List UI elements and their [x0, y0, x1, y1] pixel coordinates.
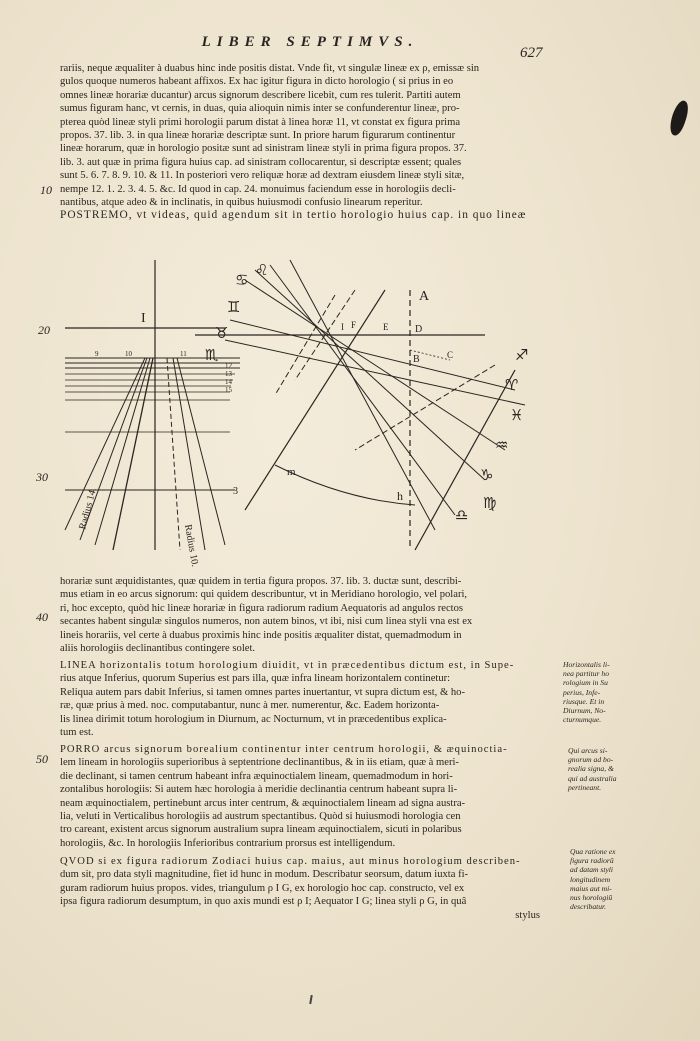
- text-line: rius atque Inferius, quorum Superius est pars illa, quæ infra lineam horizontalem continetur:: [60, 673, 451, 685]
- margin-number-20: 20: [38, 323, 50, 337]
- label-a: A: [419, 289, 430, 304]
- ray-line: [65, 358, 145, 530]
- label-15: 15: [225, 386, 232, 394]
- hour-ray: [225, 340, 525, 405]
- label-10: 10: [125, 350, 132, 358]
- marginal-line: ad datam styli: [570, 865, 614, 875]
- text-line: ræ, quæ prius à med. noc. computabantur, nunc à mer. numerentur, &c. Eadem horizonta-: [60, 700, 440, 712]
- label-14: 14: [225, 378, 232, 386]
- label-f: F: [351, 320, 357, 330]
- text-line: tum est.: [60, 726, 94, 738]
- text-line: zontalibus horologiis: Si autem hæc horologia à meridie declinantia centrum habeant supra li-: [60, 784, 458, 796]
- text-line: tro careant, existent arcus signorum australium supra lineam æquinoctialem, sicuti in polaribus: [60, 824, 462, 836]
- marginal-note-arcus: [568, 746, 668, 792]
- diagonal-line: [245, 290, 385, 510]
- zodiac-curve: [275, 465, 415, 505]
- figure-right-diagram: [195, 260, 525, 550]
- label-m: m: [287, 466, 296, 478]
- text-line: lineæ horarum, quæ in horologio positæ sunt ad sinistram lineæ styli in prima figura propos. 37.: [60, 143, 467, 155]
- marginal-line: Qui arcus si-: [568, 746, 608, 755]
- marginal-line: maius aut mi-: [570, 883, 612, 893]
- zodiac-sign: ♈: [505, 376, 519, 394]
- text-line: PORRO arcus signorum borealium continentur inter centrum horologii, & æquinoctia-: [60, 744, 508, 755]
- label-radius-14: Radius 14.: [77, 486, 99, 531]
- zodiac-sign: ♎: [455, 506, 469, 524]
- label-11: 11: [180, 350, 187, 358]
- stray-mark: [309, 995, 313, 1004]
- text-line: lis linea dirimit totum horologium in Diurnum, ac Nocturnum, vt in præcedentibus explica-: [60, 713, 447, 725]
- marginal-line: pertineant.: [568, 782, 602, 792]
- text-line: dum sit, pro data styli magnitudine, fiet id hunc in modum. Describatur seorsum, datum iuxta fi-: [60, 869, 469, 881]
- label-e: E: [383, 322, 389, 332]
- text-line: horologiis, &c. In horologiis Inferioribus contrarium prorsus est intelligendum.: [60, 837, 396, 849]
- marginal-line: Qua ratione ex: [570, 847, 616, 856]
- text-line: guram radiorum huius propos. vides, triangulum ρ I G, ex horologio hoc cap. constructo, vel ex: [60, 882, 465, 894]
- dashed-ray: [275, 295, 335, 395]
- zodiac-sign: ♉: [215, 324, 229, 342]
- marginal-line: Diurnum, No-: [563, 706, 606, 716]
- text-line: QVOD si ex figura radiorum Zodiaci huius cap. maius, aut minus horologium describen-: [60, 856, 521, 867]
- label-9: 9: [95, 350, 99, 358]
- zodiac-sign: ♓: [510, 406, 524, 424]
- marginal-line: figura radiorũ: [570, 856, 614, 866]
- marginal-line: describatur.: [570, 902, 607, 912]
- marginal-line: Horizontalis li-: [563, 660, 610, 669]
- label-i-right: I: [341, 322, 344, 332]
- text-line: pterea quòd lineæ styli primi horologii parum distat à linea horæ 11, vt constat ex figura prima: [60, 116, 461, 128]
- label-13: 13: [225, 370, 232, 378]
- text-line: horariæ sunt æquidistantes, quæ quidem in tertia figura propos. 37. lib. 3. ductæ sunt, describi-: [60, 576, 462, 587]
- marginal-note-ratione: [570, 847, 670, 911]
- text-line: LINEA horizontalis totum horologium diuidit, vt in præcedentibus dictum est, in Supe-: [60, 660, 515, 671]
- marginal-line: cturnumque.: [563, 715, 602, 725]
- marginal-line: longitudinem: [570, 874, 611, 884]
- text-line: rariis, neque æqualiter à duabus hinc inde positis distat. Vnde fit, vt singulæ lineæ ex ρ, emissæ sin: [60, 63, 480, 74]
- text-line: secantes habent singulæ singulos numeros, non autem binos, vt ibi, nisi cum linea styli vna est ex: [60, 616, 473, 628]
- zodiac-sign: ♋: [235, 271, 249, 289]
- text-line: mus etiam in eo arcus signorum: qui quidem describuntur, vt in Meridiano horologio, vel polari,: [60, 589, 468, 601]
- hour-ray: [230, 320, 515, 390]
- paragraph-porro: [60, 743, 550, 850]
- hour-ray: [290, 260, 435, 530]
- paragraph-quod: [60, 855, 550, 922]
- label-d: D: [415, 324, 423, 335]
- margin-number-10: 10: [40, 183, 52, 197]
- text-line: lib. 3. aut quæ in prima figura huius cap. ad sinistram collocarentur, si descriptæ essent; quales: [60, 156, 462, 168]
- text-line: aliis horologiis declinantibus contingere solet.: [60, 642, 256, 654]
- zodiac-sign: ♑: [480, 466, 494, 484]
- marginal-line: realia signa, &: [568, 764, 614, 774]
- marginal-line: nea partitur ho: [563, 669, 609, 679]
- text-line: neam æquinoctialem, pertinebunt arcus inter centrum, & æquinoctialem lineam ad signa austra-: [60, 797, 466, 809]
- text-line: nempe 12. 1. 2. 3. 4. 5. &c. Id quod in cap. 24. monuimus faciendum esse in horologiis decli-: [60, 183, 456, 195]
- text-line: die declinant, si tamen centrum habeant infra æquinoctialem lineam, quemadmodum in hori-: [60, 770, 453, 782]
- paragraph-linea: [60, 659, 550, 739]
- zodiac-sign: ♏: [205, 346, 219, 364]
- zodiac-sign: ♒: [495, 436, 509, 454]
- text-line: ipsa figura radiorum desumptum, in quo axis mundi est ρ I; Aequator I G; linea styli ρ G, in quâ: [60, 896, 467, 908]
- label-12: 12: [225, 362, 232, 370]
- sundial-figure: [55, 250, 555, 570]
- catchword: stylus: [515, 909, 540, 921]
- marginal-line: rologium in Su: [563, 678, 608, 688]
- text-line: lem lineam in horologiis superioribus à septentrione declinantibus, & in iis etiam, quæ à meri-: [60, 757, 459, 769]
- marginal-note-horizontalis: [563, 660, 663, 724]
- zodiac-sign: ♌: [255, 261, 269, 279]
- zodiac-sign: ♐: [515, 346, 529, 364]
- label-radius-10: Radius 10.: [182, 523, 201, 568]
- marginal-line: riusque. Et in: [563, 696, 605, 706]
- zodiac-signs: [205, 261, 528, 524]
- zodiac-sign: ♍: [483, 494, 497, 512]
- marginal-line: perius, Infe-: [563, 687, 601, 697]
- text-line: gulos quoque numeros habeant affixos. Ex hac igitur figura in dicto horologio ( si prius in eo: [60, 76, 454, 88]
- page-number: 627: [520, 45, 543, 61]
- text-line: lineis horariis, vel certe à duabus proximis hinc inde positis æqualiter distat, quemadmodum in: [60, 629, 462, 641]
- running-head: LIBER SEPTIMVS.: [201, 34, 419, 50]
- margin-number-50: 50: [36, 752, 48, 766]
- marginal-line: qui ad australia: [568, 773, 617, 783]
- ray-line: [113, 358, 153, 550]
- margin-number-30: 30: [36, 470, 48, 484]
- text-line: sumus figuram hanc, vt cernis, in duas, quia alioquin nimis inter se confunderentur lineæ, pro-: [60, 103, 460, 115]
- label-3: 3: [233, 486, 238, 497]
- text-line: lia, veluti in Verticalibus horologiis ad austrum spectantibus. Quòd si huiusmodi horologia cen: [60, 810, 461, 822]
- hour-ray: [255, 270, 485, 480]
- text-line: sunt 5. 6. 7. 8. 9. 10. & 11. In posteriori vero reliquæ horæ ad dextram eiusdem lineæ styli sitæ,: [60, 170, 465, 182]
- label-c: C: [447, 350, 454, 360]
- paragraph-after-figure: [60, 575, 550, 655]
- label-h: h: [397, 489, 403, 503]
- text-line: omnes lineæ horariæ ducantur) arcus signorum describere licebit, cum res tulerit. Partiti autem: [60, 89, 461, 101]
- text-line: Reliqua autem pars dabit Inferius, si tamen omnes partes inuertantur, vt supra dictum est, & ho-: [60, 686, 465, 698]
- marginal-line: gnorum ad bo-: [568, 755, 614, 765]
- marginal-line: nus horologiũ: [570, 893, 613, 903]
- margin-number-40: 40: [36, 610, 48, 624]
- text-line: nantibus, atque adeo & in inclinatis, in quibus huiusmodi confusio linearum reperitur.: [60, 196, 423, 208]
- paragraph-top: [60, 62, 550, 223]
- ink-blot: [667, 99, 691, 138]
- text-line: propos. 37. lib. 3. in qua lineæ horariæ descriptæ sunt. In priore harum figurarum continentur: [60, 129, 456, 141]
- label-b: B: [413, 354, 420, 365]
- zodiac-sign: ♊: [227, 298, 241, 316]
- text-line: ri, hoc excepto, quòd hic lineæ horariæ in figura radiorum radium Aequatoris ad angulos rectos: [60, 602, 464, 614]
- postremo-line: POSTREMO, vt videas, quid agendum sit in tertio horologio huius cap. in quo lineæ: [60, 209, 527, 222]
- label-i: I: [141, 311, 146, 326]
